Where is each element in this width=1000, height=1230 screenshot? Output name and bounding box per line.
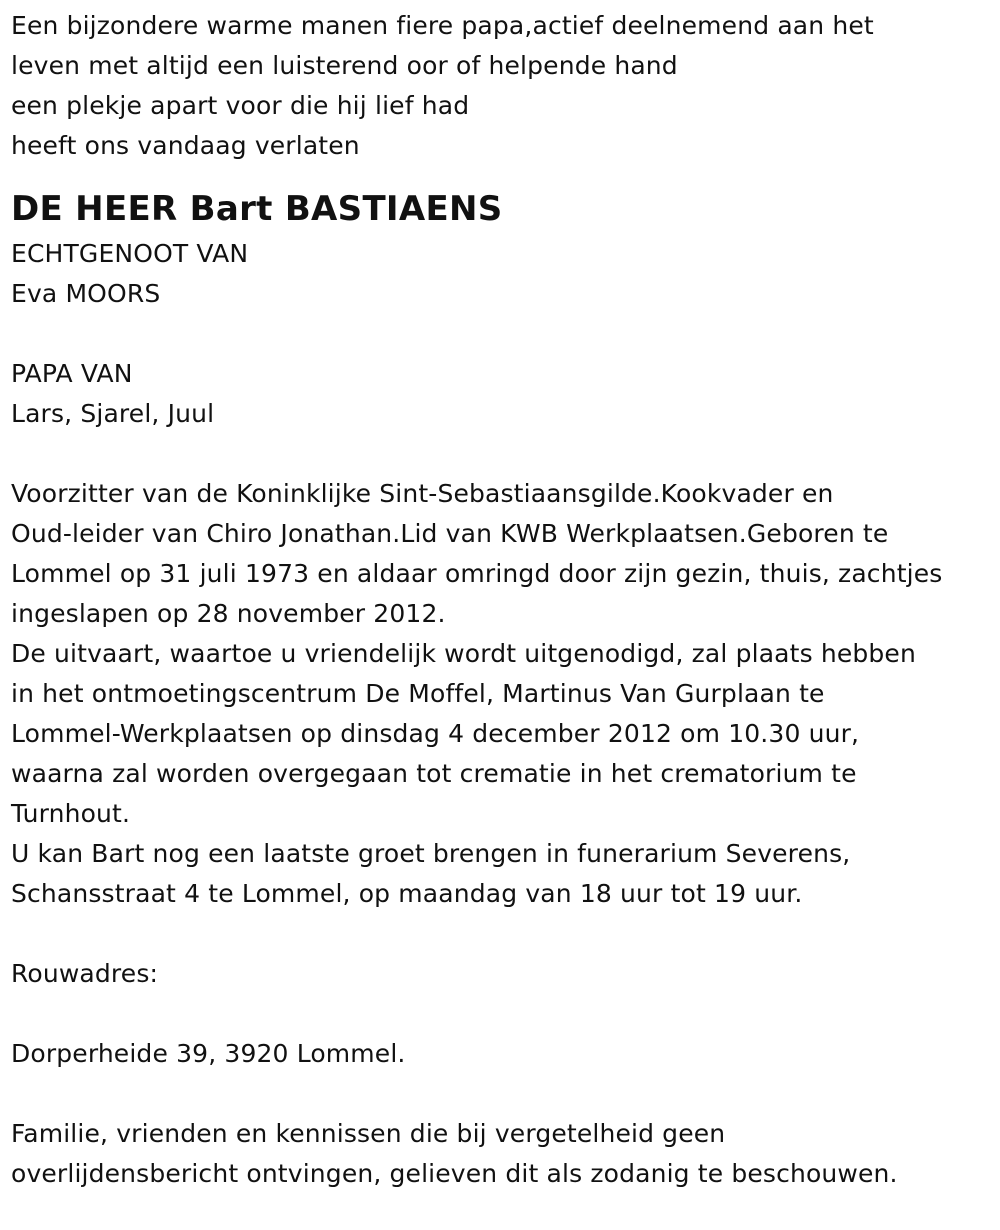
mourning-address-label: Rouwadres:	[11, 959, 159, 988]
spouse-section	[11, 234, 990, 314]
details-line: De uitvaart, waartoe u vriendelijk wordt uitgenodigd, zal plaats hebben	[11, 639, 916, 668]
details-text	[11, 474, 990, 914]
details-line: Oud-leider van Chiro Jonathan.Lid van KWB Werkplaatsen.Geboren te	[11, 519, 889, 548]
details-line: Schansstraat 4 te Lommel, op maandag van 18 uur tot 19 uur.	[11, 879, 803, 908]
spacer	[11, 1074, 990, 1114]
mourning-address: Dorperheide 39, 3920 Lommel.	[11, 1039, 406, 1068]
intro-line: Een bijzondere warme manen fiere papa,actief deelnemend aan het	[11, 11, 874, 40]
spouse-label: ECHTGENOOT VAN	[11, 239, 249, 268]
intro-line: heeft ons vandaag verlaten	[11, 131, 360, 160]
children-label: PAPA VAN	[11, 359, 133, 388]
details-line: Voorzitter van de Koninklijke Sint-Sebastiaansgilde.Kookvader en	[11, 479, 834, 508]
deceased-name: DE HEER Bart BASTIAENS	[11, 189, 503, 229]
intro-line: een plekje apart voor die hij lief had	[11, 91, 470, 120]
details-line: ingeslapen op 28 november 2012.	[11, 599, 446, 628]
details-line: waarna zal worden overgegaan tot crematie in het crematorium te	[11, 759, 857, 788]
spacer	[11, 434, 990, 474]
details-line: Lommel-Werkplaatsen op dinsdag 4 december 2012 om 10.30 uur,	[11, 719, 860, 748]
details-line: Turnhout.	[11, 799, 131, 828]
closing-line: overlijdensbericht ontvingen, gelieven dit als zodanig te beschouwen.	[11, 1159, 898, 1188]
intro-text	[11, 6, 990, 166]
closing-line: Familie, vrienden en kennissen die bij vergetelheid geen	[11, 1119, 726, 1148]
spacer	[11, 994, 990, 1034]
children-names: Lars, Sjarel, Juul	[11, 399, 215, 428]
spacer	[11, 914, 990, 954]
closing-text	[11, 1114, 990, 1194]
details-line: Lommel op 31 juli 1973 en aldaar omringd door zijn gezin, thuis, zachtjes	[11, 559, 943, 588]
details-line: in het ontmoetingscentrum De Moffel, Martinus Van Gurplaan te	[11, 679, 825, 708]
children-section	[11, 354, 990, 434]
intro-line: leven met altijd een luisterend oor of helpende hand	[11, 51, 678, 80]
details-line: U kan Bart nog een laatste groet brengen in funerarium Severens,	[11, 839, 851, 868]
spouse-name: Eva MOORS	[11, 279, 161, 308]
spacer	[11, 314, 990, 354]
